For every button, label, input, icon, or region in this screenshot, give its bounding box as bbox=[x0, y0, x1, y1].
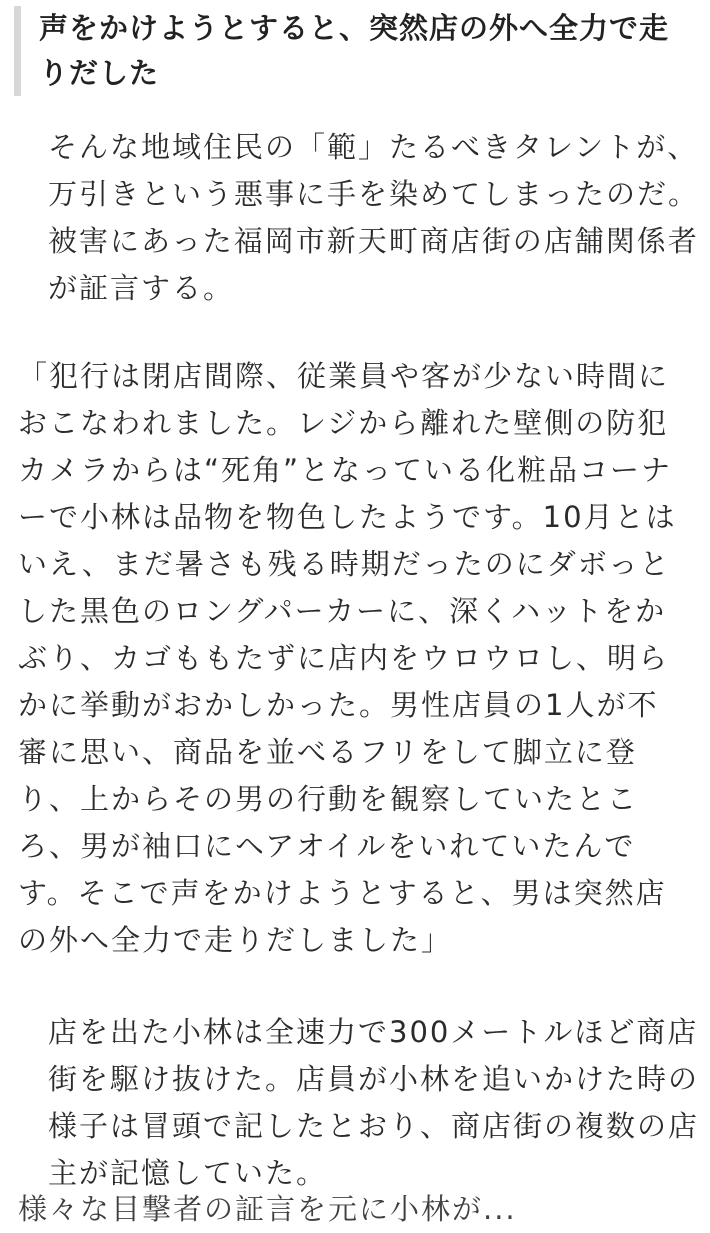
paragraph-3: 店を出た小林は全速力で300メートルほど商店街を駆け抜けた。店員が小林を追いかけた時の様子は冒頭で記したとおり、商店街の複数の店主が記憶していた。 bbox=[48, 1015, 700, 1190]
cut-off-text: 様々な目撃者の証言を元に小林が... bbox=[18, 1192, 517, 1226]
paragraph-1: そんな地域住民の「範」たるべきタレントが、万引きという悪事に手を染めてしまったのだ。被害にあった福岡市新天町商店街の店舗関係者が証言する。 bbox=[48, 130, 700, 305]
section-heading bbox=[14, 6, 686, 96]
heading-text: 声をかけようとすると、突然店の外へ全力で走りだした bbox=[39, 11, 670, 90]
cut-off-next-line bbox=[18, 1186, 680, 1226]
paragraph-2-quote: 「犯行は閉店間際、従業員や客が少ない時間におこなわれました。レジから離れた壁側の防犯カメラからは“死角”となっている化粧品コーナーで小林は品物を物色したようです。10月とはいえ、まだ暑さも残る時期だったのにダボっとした黒色のロングパーカーに、深くハットをかぶり、カゴももたずに店内をウロウロし、明らかに挙動がおかしかった。男性店員の1人が不審に思い、商品を並べるフリをして脚立に登り、上からその男の行動を観察していたところ、男が袖口にヘアオイルをいれていたんです。そこで声をかけようとすると、男は突然店の外へ全力で走りだしました」 bbox=[18, 359, 677, 957]
